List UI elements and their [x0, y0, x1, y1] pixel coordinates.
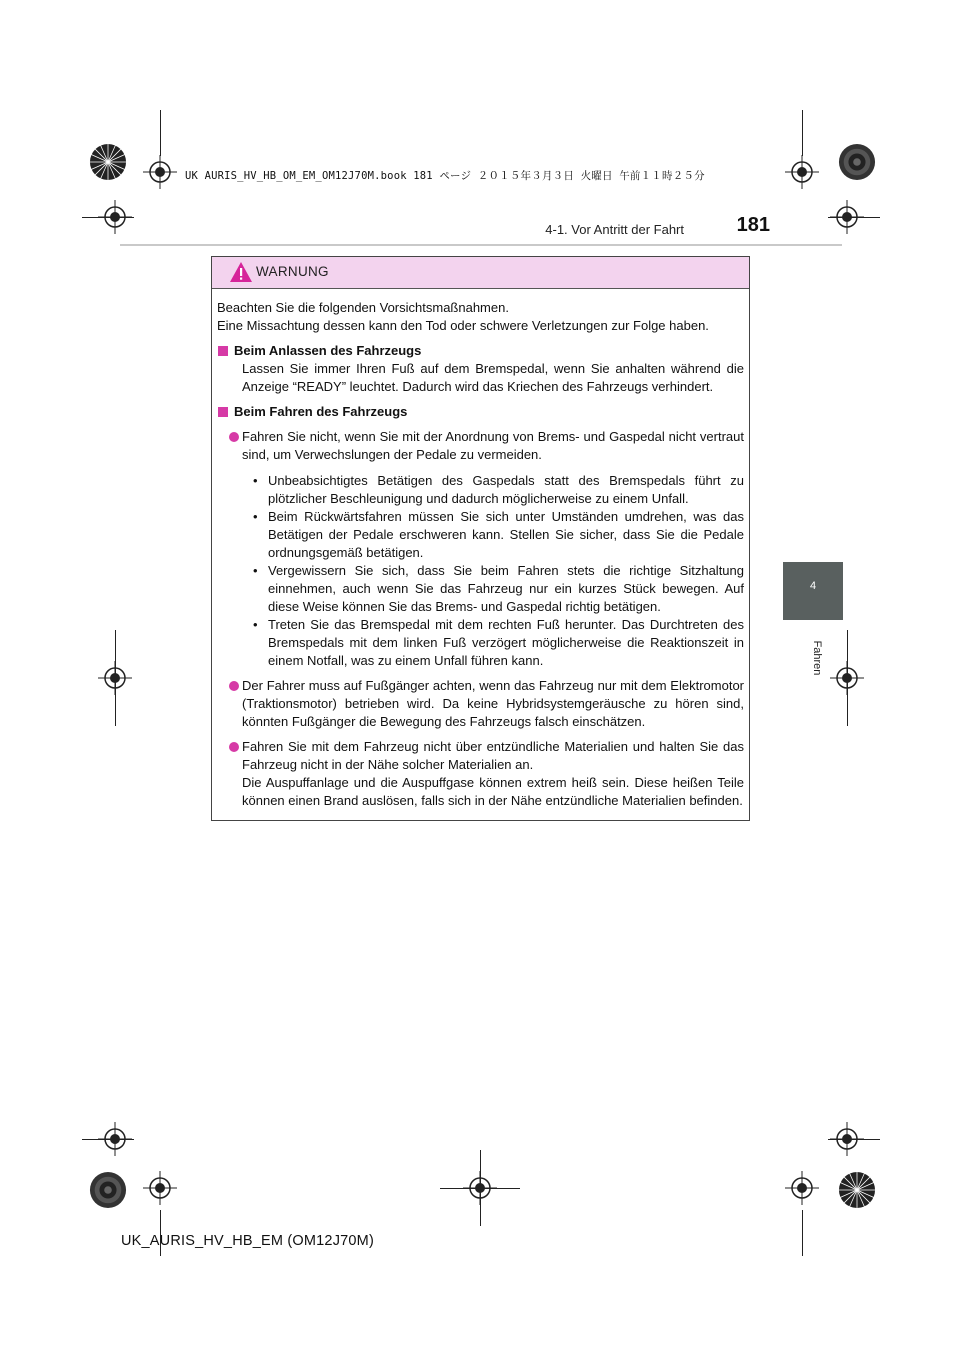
sub-bullet: • — [253, 563, 258, 578]
sub-list — [217, 472, 744, 670]
crop-line — [847, 630, 848, 726]
warning-body — [217, 299, 744, 810]
crosshair-icon — [785, 1171, 819, 1205]
section-header: 4-1. Vor Antritt der Fahrt — [545, 222, 684, 237]
square-bullet-icon — [218, 407, 228, 417]
header-divider — [120, 244, 842, 246]
sub-list-item-text: Unbeabsichtigtes Betätigen des Gaspedals statt des Bremspedals führt zu plötzlicher Beschleunigung und dadurch möglicherweise zu einem Unfall. — [268, 473, 744, 506]
warning-intro: Eine Missachtung dessen kann den Tod oder schwere Verletzungen zur Folge haben. — [217, 318, 709, 333]
registration-dial-icon — [838, 143, 876, 181]
chapter-tab — [783, 562, 843, 620]
page-number: 181 — [736, 214, 770, 236]
sub-bullet: • — [253, 473, 258, 488]
list-item — [217, 677, 744, 731]
circle-bullet-icon — [229, 742, 239, 752]
warning-intro: Beachten Sie die folgenden Vorsichtsmaßnahmen. — [217, 300, 509, 315]
crop-line — [480, 1150, 481, 1226]
footer-code: UK_AURIS_HV_HB_EM (OM12J70M) — [121, 1233, 374, 1249]
list-item — [217, 428, 744, 464]
crop-line — [160, 110, 161, 156]
section-heading — [217, 403, 744, 421]
list-item — [217, 738, 744, 810]
warning-box — [211, 256, 750, 821]
crosshair-icon — [785, 155, 819, 189]
crop-line — [828, 217, 880, 218]
section-heading-text: Beim Fahren des Fahrzeugs — [234, 404, 408, 419]
chapter-label: Fahren — [811, 640, 823, 676]
circle-bullet-icon — [229, 432, 239, 442]
section-heading — [217, 342, 744, 360]
crop-line — [82, 217, 134, 218]
sub-bullet: • — [253, 617, 258, 632]
warning-title: WARNUNG — [256, 264, 329, 279]
square-bullet-icon — [218, 346, 228, 356]
circle-bullet-icon — [229, 681, 239, 691]
sub-list-item — [253, 562, 744, 616]
crop-line — [828, 1139, 880, 1140]
crop-line — [82, 1139, 134, 1140]
crop-line — [802, 1210, 803, 1256]
sub-list-item-text: Beim Rückwärtsfahren müssen Sie sich unter Umständen umdrehen, was das Betätigen der Pedale erschweren kann. Stellen Sie sicher, dass Sie die Pedale ordnungsgemäß betätigen. — [268, 509, 744, 560]
sub-list-item — [253, 616, 744, 670]
registration-dial-icon — [89, 143, 127, 181]
sub-bullet: • — [253, 509, 258, 524]
warning-header — [212, 257, 749, 289]
sub-list-item-text: Vergewissern Sie sich, dass Sie beim Fahren stets die richtige Sitzhaltung einnehmen, auch wenn Sie das Fahrzeug nur ein kurzes Stück bewegen. Auf diese Weise können Sie das Brems- und Gaspedal richtig betätigen. — [268, 563, 744, 614]
sub-list-item — [253, 508, 744, 562]
warning-triangle-icon — [229, 261, 253, 283]
crop-line — [115, 630, 116, 726]
crosshair-icon — [143, 155, 177, 189]
registration-dial-icon — [89, 1171, 127, 1209]
section-text: Lassen Sie immer Ihren Fuß auf dem Bremspedal, wenn Sie anhalten während die Anzeige “READY” leuchtet. Dadurch wird das Kriechen des Fahrzeugs verhindert. — [242, 361, 744, 394]
list-item-text: Der Fahrer muss auf Fußgänger achten, wenn das Fahrzeug nur mit dem Elektromotor (Traktionsmotor) betrieben wird. Da keine Hybridsystemgeräusche zu hören sind, könnten Fußgänger die Bewegung des Fahrzeugs falsch einschätzen. — [242, 678, 744, 729]
list-item-text: Fahren Sie mit dem Fahrzeug nicht über entzündliche Materialien und halten Sie das Fahrzeug nicht in der Nähe solcher Materialien an. — [242, 739, 744, 772]
sub-list-item — [253, 472, 744, 508]
sub-list-item-text: Treten Sie das Bremspedal mit dem rechten Fuß herunter. Das Durchtreten des Bremspedals mit dem linken Fuß verzögert möglicherweise die Reaktionszeit in einem Notfall, was zu einem Unfall führen kann. — [268, 617, 744, 668]
list-item-text: Die Auspuffanlage und die Auspuffgase können extrem heiß sein. Diese heißen Teile können einen Brand auslösen, falls sich in der Nähe entzündliche Materialien befinden. — [242, 775, 744, 808]
list-item-text: Fahren Sie nicht, wenn Sie mit der Anordnung von Brems- und Gaspedal nicht vertraut sind, um Verwechslungen der Pedale zu vermeiden. — [242, 429, 744, 462]
chapter-number: 4 — [809, 580, 817, 592]
section-heading-text: Beim Anlassen des Fahrzeugs — [234, 343, 422, 358]
registration-dial-icon — [838, 1171, 876, 1209]
book-info: UK AURIS_HV_HB_OM_EM_OM12J70M.book 181 ページ ２０１５年３月３日 火曜日 午前１１時２５分 — [185, 170, 705, 182]
crop-line — [802, 110, 803, 156]
crosshair-icon — [143, 1171, 177, 1205]
